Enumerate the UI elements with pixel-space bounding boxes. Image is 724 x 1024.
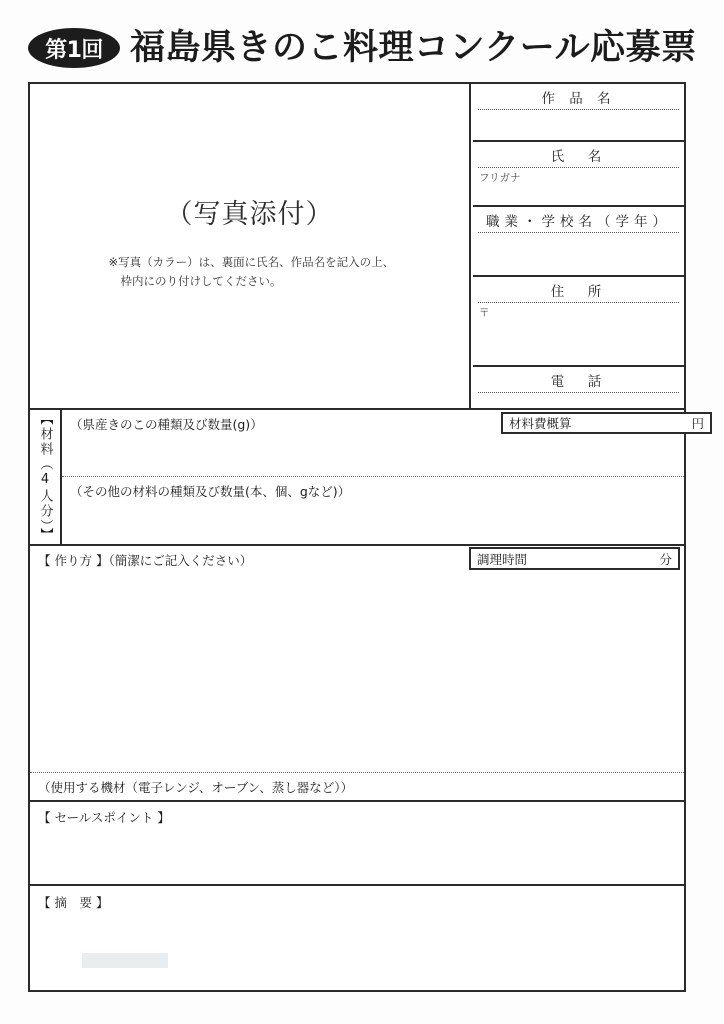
materials-vertical-label <box>30 410 62 544</box>
materials-row-local-mushrooms[interactable] <box>62 410 704 477</box>
page-title: 福島県きのこ料理コンクール応募票 <box>130 27 697 68</box>
summary-section[interactable] <box>30 886 684 930</box>
materials-section <box>30 410 704 546</box>
materials-row-other[interactable] <box>62 477 684 544</box>
photo-attachment-label: （写真添付） <box>165 199 334 230</box>
applicant-fields <box>473 84 684 408</box>
field-occupation-school <box>473 207 684 277</box>
postal-code-mark-icon: 〒 <box>479 307 490 319</box>
form-title-bar <box>28 22 697 74</box>
edition-badge: 第1回 <box>28 28 120 68</box>
material-cost-label: 材料費概算 <box>509 416 572 431</box>
sales-point-title: 【 セールスポイント 】 <box>38 810 170 825</box>
form-frame <box>28 82 704 992</box>
field-work-name <box>473 84 684 142</box>
cooking-time-unit: 分 <box>659 551 672 567</box>
field-work-name-input[interactable] <box>473 110 684 114</box>
method-header <box>30 546 684 572</box>
photo-note-line-1: ※写真（カラー）は、裏面に氏名、作品名を記入の上、 <box>108 255 395 269</box>
field-address-input[interactable] <box>473 322 684 326</box>
materials-vertical-label-text: 【材料（4人分）】 <box>37 411 53 543</box>
cooking-time-box[interactable] <box>469 547 680 570</box>
method-section <box>30 546 684 802</box>
summary-title: 【 摘 要 】 <box>38 895 109 910</box>
photo-attachment-cell[interactable] <box>30 84 471 408</box>
field-phone-label: 電 話 <box>478 367 679 393</box>
field-address <box>473 277 684 367</box>
scan-artifact-mark <box>82 953 168 968</box>
applicant-section <box>30 84 684 410</box>
field-name <box>473 142 684 207</box>
photo-note-line-2: 枠内にのり付けしてください。 <box>120 273 282 288</box>
field-occupation-school-label: 職業・学校名（学年） <box>478 207 679 233</box>
field-occupation-school-input[interactable] <box>473 233 684 237</box>
field-phone-input[interactable] <box>473 393 684 397</box>
field-work-name-label: 作 品 名 <box>478 84 679 110</box>
materials-row-other-label: （その他の材料の種類及び数量(本、個、gなど)） <box>70 484 351 499</box>
field-name-label: 氏 名 <box>478 142 679 168</box>
field-phone <box>473 367 684 410</box>
photo-instruction-note <box>91 253 409 291</box>
cooking-time-label: 調理時間 <box>477 551 528 567</box>
field-name-input[interactable] <box>473 187 684 191</box>
materials-rows <box>62 410 704 544</box>
field-address-label: 住 所 <box>478 277 679 303</box>
field-furigana-hint: フリガナ <box>479 172 521 184</box>
materials-row-local-mushrooms-label: （県産きのこの種類及び数量(g)） <box>70 417 263 432</box>
material-cost-box[interactable] <box>501 412 712 434</box>
equipment-label: （使用する機材（電子レンジ、オーブン、蒸し器など）） <box>38 780 354 795</box>
method-body-input[interactable] <box>30 572 684 772</box>
equipment-row[interactable] <box>30 772 684 817</box>
material-cost-unit: 円 <box>691 416 704 431</box>
method-title: 【 作り方 】（簡潔にご記入ください） <box>38 553 253 568</box>
